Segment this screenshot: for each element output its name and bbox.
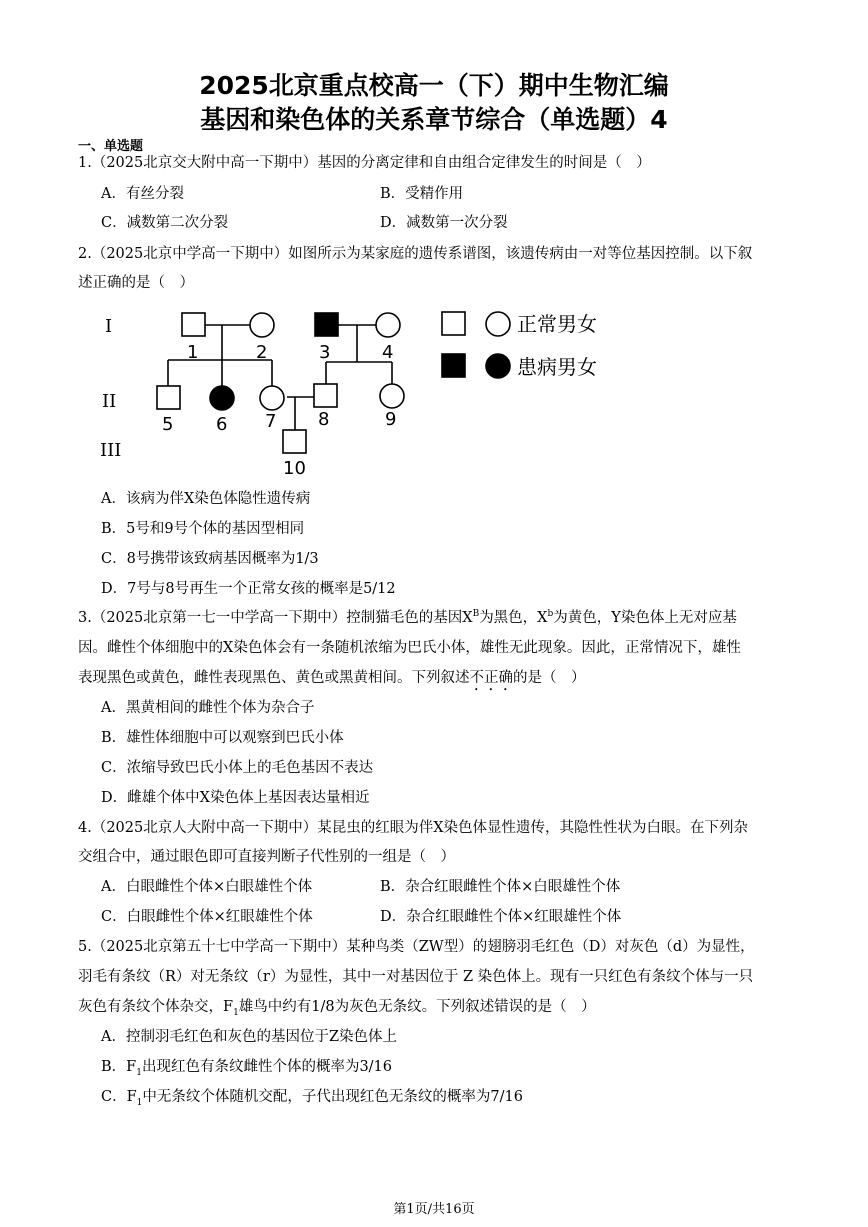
question-5-stem-line2: 羽毛有条纹（R）对无条纹（r）为显性，其中一对基因位于 Z 染色体上。现有一只红色有条纹个体与一只 (78, 969, 754, 985)
question-3-option-d: D．雌雄个体中X染色体上基因表达量相近 (101, 790, 370, 806)
individual-number-10: 10 (283, 458, 306, 479)
question-5-option-b (101, 1057, 392, 1077)
question-2-option-b: B．5号和9号个体的基因型相同 (101, 521, 305, 537)
question-2-option-c: C．8号携带该致病基因概率为1/3 (101, 551, 319, 567)
option-text: C．F (101, 1089, 137, 1105)
question-5-stem-line1: 5.（2025北京第五十七中学高一下期中）某种鸟类（ZW型）的翅膀羽毛红色（D）对灰色（d）为显性， (78, 939, 755, 955)
individual-6-affected-female (210, 386, 234, 410)
question-3-stem-line3 (78, 668, 586, 694)
individual-2-normal-female (250, 313, 274, 337)
individual-number-5: 5 (162, 414, 174, 435)
question-5-text: 灰色有条纹个体杂交，F (78, 999, 234, 1015)
question-4-option-a: A．白眼雌性个体×白眼雄性个体 (101, 879, 313, 895)
option-text: 出现红色有条纹雌性个体的概率为3/16 (141, 1059, 393, 1075)
question-2-stem-line2: 述正确的是（ ） (78, 275, 194, 291)
individual-number-7: 7 (265, 411, 277, 432)
individual-10-normal-male (283, 430, 306, 453)
section-heading: 一、单选题 (78, 139, 144, 154)
individual-9-normal-female (380, 384, 404, 408)
legend-normal-female-symbol (486, 312, 510, 336)
pedigree-chart (100, 300, 630, 485)
legend-affected-male-symbol (442, 354, 465, 377)
question-2-option-d: D．7号与8号再生一个正常女孩的概率是5/12 (101, 581, 396, 597)
question-3-option-a: A．黑黄相间的雌性个体为杂合子 (101, 700, 315, 716)
question-3-text: 为黑色，X (479, 610, 548, 626)
question-4-stem-line1: 4.（2025北京人大附中高一下期中）某昆虫的红眼为伴X染色体显性遗传，其隐性性状为白眼。在下列杂 (78, 820, 749, 836)
individual-number-1: 1 (187, 342, 199, 363)
question-4-option-d: D．杂合红眼雌性个体×红眼雄性个体 (380, 909, 622, 925)
generation-label-2: II (102, 391, 117, 412)
emphasis-text: 不正确 (469, 670, 513, 686)
superscript: B (472, 609, 480, 620)
individual-number-2: 2 (256, 342, 268, 363)
individual-number-3: 3 (319, 342, 331, 363)
subscript: 1 (233, 1007, 239, 1018)
question-5-stem-line3 (78, 997, 596, 1017)
question-4-option-c: C．白眼雌性个体×红眼雄性个体 (101, 909, 313, 925)
option-text: B．F (101, 1059, 137, 1075)
individual-number-9: 9 (385, 409, 397, 430)
individual-7-normal-female (260, 386, 284, 410)
individual-1-normal-male (182, 313, 205, 336)
individual-number-8: 8 (318, 409, 330, 430)
page-footer: 第1页/共16页 (393, 1202, 475, 1217)
superscript: b (547, 609, 554, 620)
question-2-stem-line1: 2.（2025北京中学高一下期中）如图所示为某家庭的遗传系谱图，该遗传病由一对等位基因控制。以下叙 (78, 246, 753, 262)
option-text: 中无条纹个体随机交配，子代出现红色无条纹的概率为7/16 (142, 1089, 523, 1105)
question-4-stem-line2: 交组合中，通过眼色即可直接判断子代性别的一组是（ ） (78, 849, 455, 865)
generation-label-1: I (105, 316, 113, 337)
question-3-option-b: B．雄性体细胞中可以观察到巴氏小体 (101, 730, 344, 746)
individual-number-4: 4 (382, 342, 394, 363)
individual-number-6: 6 (216, 414, 228, 435)
question-1-option-b: B．受精作用 (380, 186, 464, 202)
individual-3-affected-male (315, 313, 338, 336)
question-3-text: 为黄色，Y染色体上无对应基 (553, 610, 737, 626)
individual-8-normal-male (314, 384, 337, 407)
individual-4-normal-female (376, 313, 400, 337)
question-5-option-a: A．控制羽毛红色和灰色的基因位于Z染色体上 (101, 1029, 398, 1045)
legend-normal-label: 正常男女 (517, 312, 597, 336)
legend-affected-female-symbol (486, 354, 510, 378)
question-5-text: 雄鸟中约有1/8为灰色无条纹。下列叙述错误的是（ ） (238, 999, 596, 1015)
subscript: 1 (136, 1097, 143, 1108)
question-3-text: 表现黑色或黄色，雌性表现黑色、黄色或黑黄相间。下列叙述 (78, 670, 470, 686)
question-5-option-c (101, 1087, 523, 1107)
subscript: 1 (136, 1067, 142, 1078)
document-title-line2: 基因和染色体的关系章节综合（单选题）4 (200, 105, 668, 134)
individual-5-normal-male (157, 386, 180, 409)
question-1-option-a: A．有丝分裂 (101, 186, 184, 202)
legend-normal-male-symbol (442, 312, 465, 335)
question-3-text: 3.（2025北京第一七一中学高一下期中）控制猫毛色的基因X (78, 610, 473, 626)
document-title-line1: 2025北京重点校高一（下）期中生物汇编 (199, 71, 669, 100)
question-1-option-d: D．减数第一次分裂 (380, 215, 508, 231)
question-2-option-a: A．该病为伴X染色体隐性遗传病 (101, 491, 311, 507)
legend-affected-label: 患病男女 (517, 355, 597, 379)
generation-label-3: III (100, 440, 122, 461)
question-3-stem-line1 (78, 608, 737, 628)
question-4-option-b: B．杂合红眼雌性个体×白眼雄性个体 (380, 879, 621, 895)
question-3-option-c: C．浓缩导致巴氏小体上的毛色基因不表达 (101, 760, 374, 776)
question-1-stem: 1.（2025北京交大附中高一下期中）基因的分离定律和自由组合定律发生的时间是（ ） (78, 155, 651, 171)
question-3-text: 的是（ ） (513, 670, 586, 686)
question-3-stem-line2: 因。雌性个体细胞中的X染色体会有一条随机浓缩为巴氏小体，雄性无此现象。因此，正常情况下，雄性 (78, 640, 741, 656)
question-1-option-c: C．减数第二次分裂 (101, 215, 229, 231)
